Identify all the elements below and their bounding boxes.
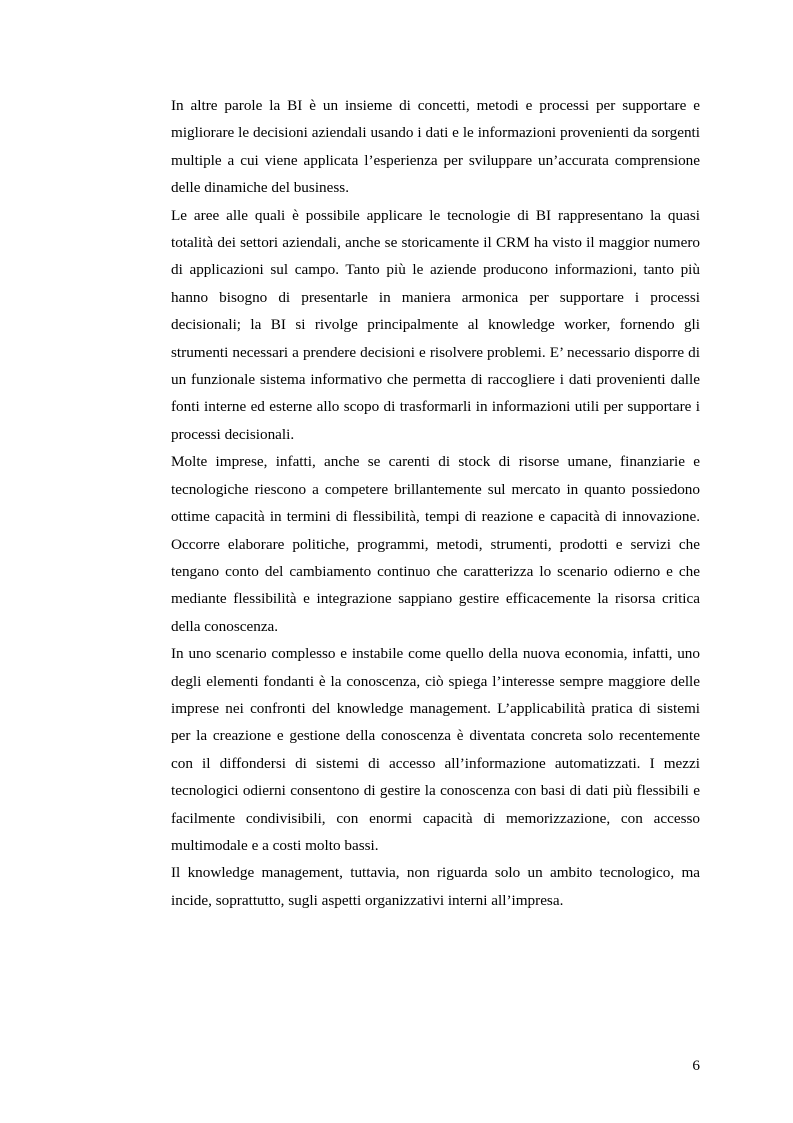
page-number: 6 xyxy=(692,1057,700,1074)
body-text xyxy=(171,92,700,914)
paragraph: In altre parole la BI è un insieme di concetti, metodi e processi per supportare e migliorare le decisioni aziendali usando i dati e le informazioni provenienti da sorgenti multiple a cui viene applicata l’esperienza per sviluppare un’accurata comprensione delle dinamiche del business. xyxy=(171,97,700,197)
paragraph: Il knowledge management, tuttavia, non riguarda solo un ambito tecnologico, ma incide, soprattutto, sugli aspetti organizzativi interni all’impresa. xyxy=(171,864,700,909)
paragraph: Le aree alle quali è possibile applicare le tecnologie di BI rappresentano la quasi totalità dei settori aziendali, anche se storicamente il CRM ha visto il maggior numero di applicazioni sul campo. Tanto più le aziende producono informazioni, tanto più hanno bisogno di presentarle in maniera armonica per supportare i processi decisionali; la BI si rivolge principalmente al knowledge worker, fornendo gli strumenti necessari a prendere decisioni e risolvere problemi. E’ necessario disporre di un funzionale sistema informativo che permetta di raccogliere i dati provenienti dalle fonti interne ed esterne allo scopo di trasformarli in informazioni utili per supportare i processi decisionali. xyxy=(171,206,700,443)
paragraph: Molte imprese, infatti, anche se carenti di stock di risorse umane, finanziarie e tecnologiche riescono a competere brillantemente sul mercato in quanto possiedono ottime capacità in termini di flessibilità, tempi di reazione e capacità di innovazione. Occorre elaborare politiche, programmi, metodi, strumenti, prodotti e servizi che tengano conto del cambiamento continuo che caratterizza lo scenario odierno e che mediante flessibilità e integrazione sappiano gestire efficacemente la risorsa critica della conoscenza. xyxy=(171,453,700,635)
paragraph: In uno scenario complesso e instabile come quello della nuova economia, infatti, uno degli elementi fondanti è la conoscenza, ciò spiega l’interesse sempre maggiore delle imprese nei confronti del knowledge management. L’applicabilità pratica di sistemi per la creazione e gestione della conoscenza è diventata concreta solo recentemente con il diffondersi di sistemi di accesso all’informazione automatizzati. I mezzi tecnologici odierni consentono di gestire la conoscenza con basi di dati più flessibili e facilmente condivisibili, con enormi capacità di memorizzazione, con accesso multimodale e a costi molto bassi. xyxy=(171,645,700,854)
